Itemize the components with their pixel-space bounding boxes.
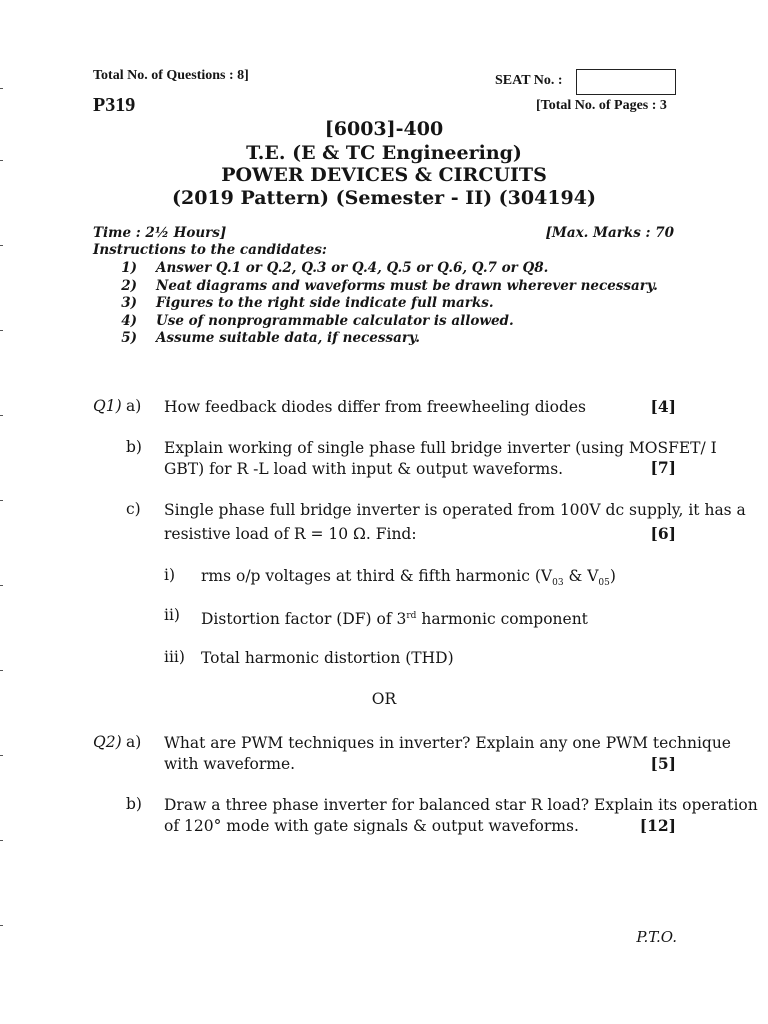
- instruction-number: 1): [121, 260, 137, 276]
- pto-label: P.T.O.: [636, 928, 677, 946]
- marks-badge: [12]: [639, 816, 676, 835]
- total-questions: Total No. of Questions : 8]: [93, 68, 249, 83]
- sub-part-label: ii): [164, 606, 180, 624]
- seat-number-field[interactable]: [576, 69, 676, 95]
- exam-code: [6003]-400: [324, 118, 444, 140]
- question-text: What are PWM techniques in inverter? Explain any one PWM technique: [164, 734, 731, 752]
- marks-badge: [4]: [650, 397, 676, 416]
- question-text: Draw a three phase inverter for balanced star R load? Explain its operation: [164, 796, 758, 814]
- question-text: Single phase full bridge inverter is operated from 100V dc supply, it has a: [164, 501, 746, 519]
- instructions-heading: Instructions to the candidates:: [93, 242, 327, 258]
- question-label: Q2): [93, 733, 122, 751]
- paper-code: P319: [93, 94, 136, 116]
- instruction-number: 2): [121, 278, 137, 294]
- pattern-semester: (2019 Pattern) (Semester - II) (304194): [171, 187, 596, 209]
- total-pages: [Total No. of Pages : 3: [536, 98, 667, 113]
- sub-question-text: Total harmonic distortion (THD): [201, 649, 454, 667]
- question-text: GBT) for R -L load with input & output waveforms.: [164, 460, 564, 478]
- sub-part-label: iii): [164, 648, 185, 666]
- question-text: with waveforme.: [164, 755, 296, 773]
- question-label: Q1): [93, 397, 122, 415]
- seat-number-label: SEAT No. :: [495, 73, 563, 88]
- instruction-text: Neat diagrams and waveforms must be drawn wherever necessary.: [156, 278, 658, 294]
- sub-question-text: Distortion factor (DF) of 3rd harmonic component: [201, 610, 588, 629]
- part-label: a): [126, 733, 142, 751]
- instruction-number: 5): [121, 330, 137, 346]
- course-name: T.E. (E & TC Engineering): [246, 142, 522, 164]
- question-text: resistive load of R = 10 Ω. Find:: [164, 525, 417, 543]
- marks-badge: [6]: [650, 524, 676, 543]
- instruction-text: Assume suitable data, if necessary.: [156, 330, 420, 346]
- or-separator: OR: [371, 690, 397, 708]
- part-label: c): [126, 500, 141, 518]
- sub-part-label: i): [164, 566, 176, 584]
- part-label: a): [126, 397, 142, 415]
- instruction-number: 4): [121, 313, 137, 329]
- marks-badge: [7]: [650, 458, 676, 477]
- instruction-number: 3): [121, 295, 137, 311]
- part-label: b): [126, 795, 142, 813]
- instruction-text: Figures to the right side indicate full marks.: [156, 295, 494, 311]
- instruction-text: Answer Q.1 or Q.2, Q.3 or Q.4, Q.5 or Q.6, Q.7 or Q8.: [156, 260, 549, 276]
- question-text: of 120° mode with gate signals & output waveforms.: [164, 817, 579, 835]
- question-text: How feedback diodes differ from freewheeling diodes: [164, 398, 586, 416]
- marks-badge: [5]: [650, 754, 676, 773]
- part-label: b): [126, 438, 142, 456]
- instruction-text: Use of nonprogrammable calculator is allowed.: [156, 313, 514, 329]
- max-marks: [Max. Marks : 70: [545, 225, 674, 241]
- sub-question-text: rms o/p voltages at third & fifth harmonic ($V_{03}$ & $V_{05}$): [201, 567, 616, 589]
- subject-name: POWER DEVICES & CIRCUITS: [221, 164, 547, 186]
- question-text: Explain working of single phase full bridge inverter (using MOSFET/ I: [164, 439, 717, 457]
- time-duration: Time : 2½ Hours]: [93, 225, 227, 241]
